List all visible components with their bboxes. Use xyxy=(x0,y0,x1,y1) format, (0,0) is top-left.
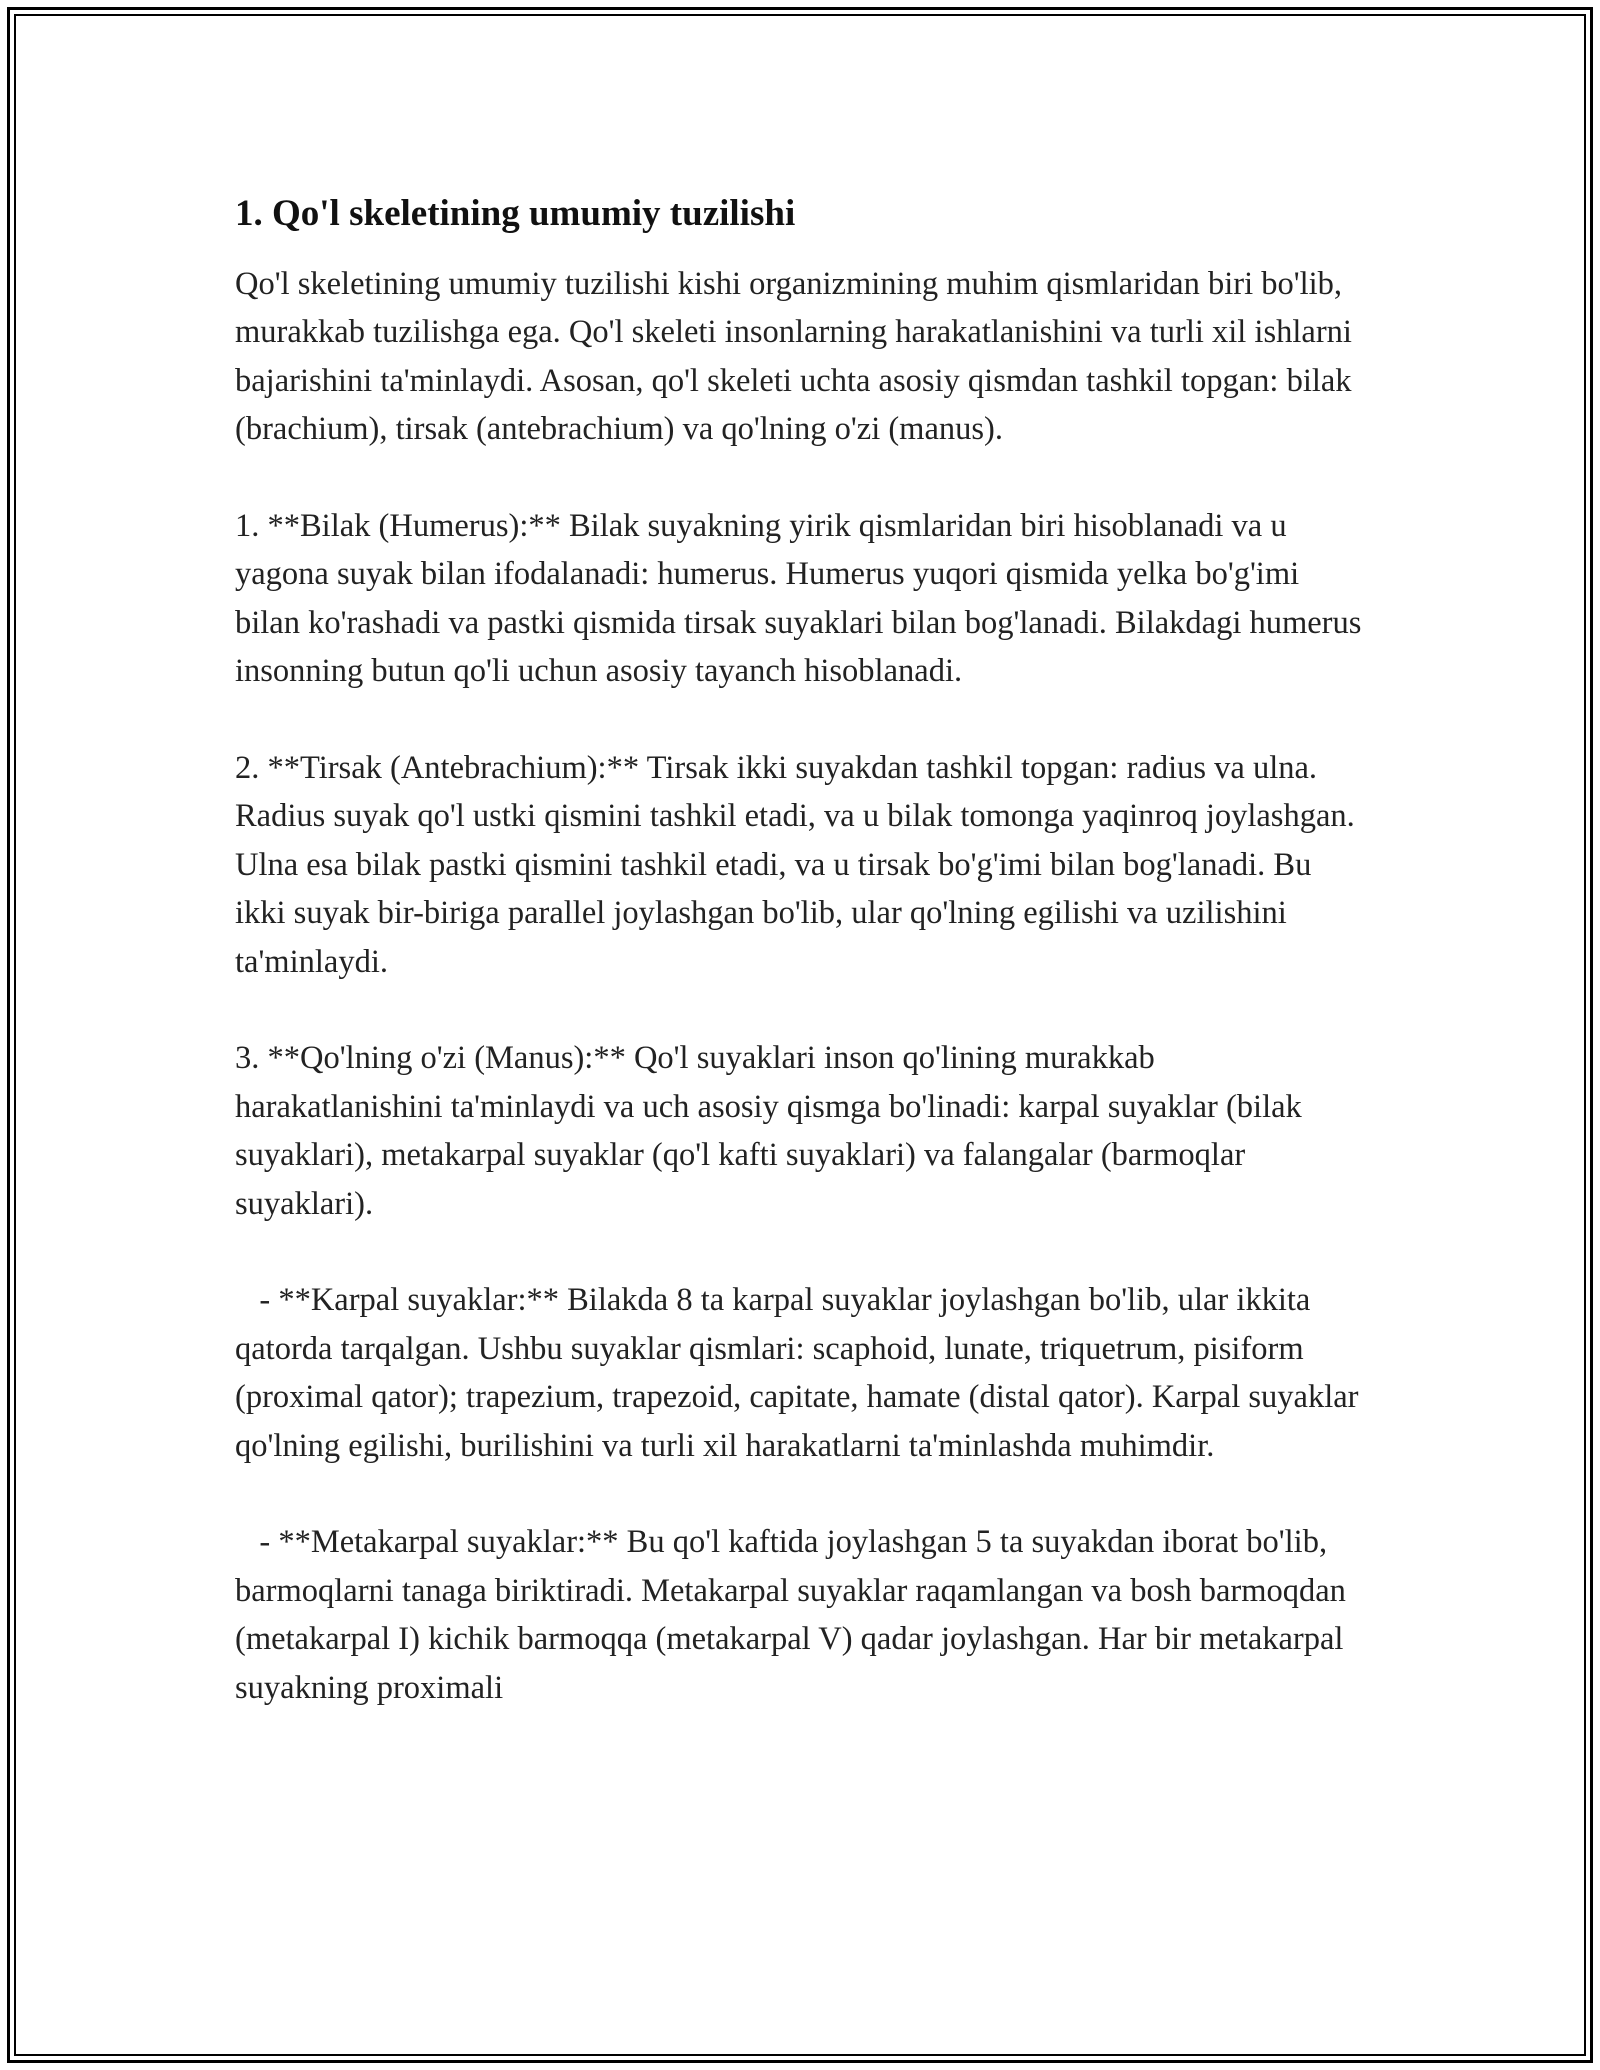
intro-paragraph: Qo'l skeletining umumiy tuzilishi kishi organizmining muhim qismlaridan biri bo'lib, murakkab tuzilishga ega. Qo'l skeleti insonlarning harakatlanishini va turli xil ishlarni bajarishini ta'minlaydi. Asosan, qo'l skeleti uchta asosiy qismdan tashkil topgan: bilak (brachium), tirsak (antebrachium) va qo'lning o'zi (manus). xyxy=(235,266,1361,448)
document-body xyxy=(235,190,1370,1761)
paragraph-manus: 3. **Qo'lning o'zi (Manus):** Qo'l suyaklari inson qo'lining murakkab harakatlanishini ta'minlaydi va uch asosiy qismga bo'linadi: karpal suyaklar (bilak suyaklari), metakarpal suyaklar (qo'l kafti suyaklari) va falangalar (barmoqlar suyaklari). xyxy=(235,1040,1310,1222)
paragraph-metakarpal: - **Metakarpal suyaklar:** Bu qo'l kaftida joylashgan 5 ta suyakdan iborat bo'lib, barmoqlarni tanaga biriktiradi. Metakarpal suyaklar raqamlangan va bosh barmoqdan (metakarpal I) kichik barmoqqa (metakarpal V) qadar joylashgan. Har bir metakarpal suyakning proximali xyxy=(235,1524,1355,1706)
paragraph-tirsak: 2. **Tirsak (Antebrachium):** Tirsak ikki suyakdan tashkil topgan: radius va ulna. Radius suyak qo'l ustki qismini tashkil etadi, va u bilak tomonga yaqinroq joylashgan. Ulna esa bilak pastki qismini tashkil etadi, va u tirsak bo'g'imi bilan bog'lanadi. Bu ikki suyak bir-biriga parallel joylashgan bo'lib, ular qo'lning egilishi va uzilishini ta'minlaydi. xyxy=(235,750,1363,980)
section-heading: 1. Qo'l skeletining umumiy tuzilishi xyxy=(235,193,796,234)
paragraph-karpal: - **Karpal suyaklar:** Bilakda 8 ta karpal suyaklar joylashgan bo'lib, ular ikkita qatorda tarqalgan. Ushbu suyaklar qismlari: scaphoid, lunate, triquetrum, pisiform (proximal qator); trapezium, trapezoid, capitate, hamate (distal qator). Karpal suyaklar qo'lning egilishi, burilishini va turli xil harakatlarni ta'minlashda muhimdir. xyxy=(235,1282,1367,1464)
paragraph-bilak: 1. **Bilak (Humerus):** Bilak suyakning yirik qismlaridan biri hisoblanadi va u yagona suyak bilan ifodalanadi: humerus. Humerus yuqori qismida yelka bo'g'imi bilan ko'rashadi va pastki qismida tirsak suyaklari bilan bog'lanadi. Bilakdagi humerus insonning butun qo'li uchun asosiy tayanch hisoblanadi. xyxy=(235,508,1370,690)
